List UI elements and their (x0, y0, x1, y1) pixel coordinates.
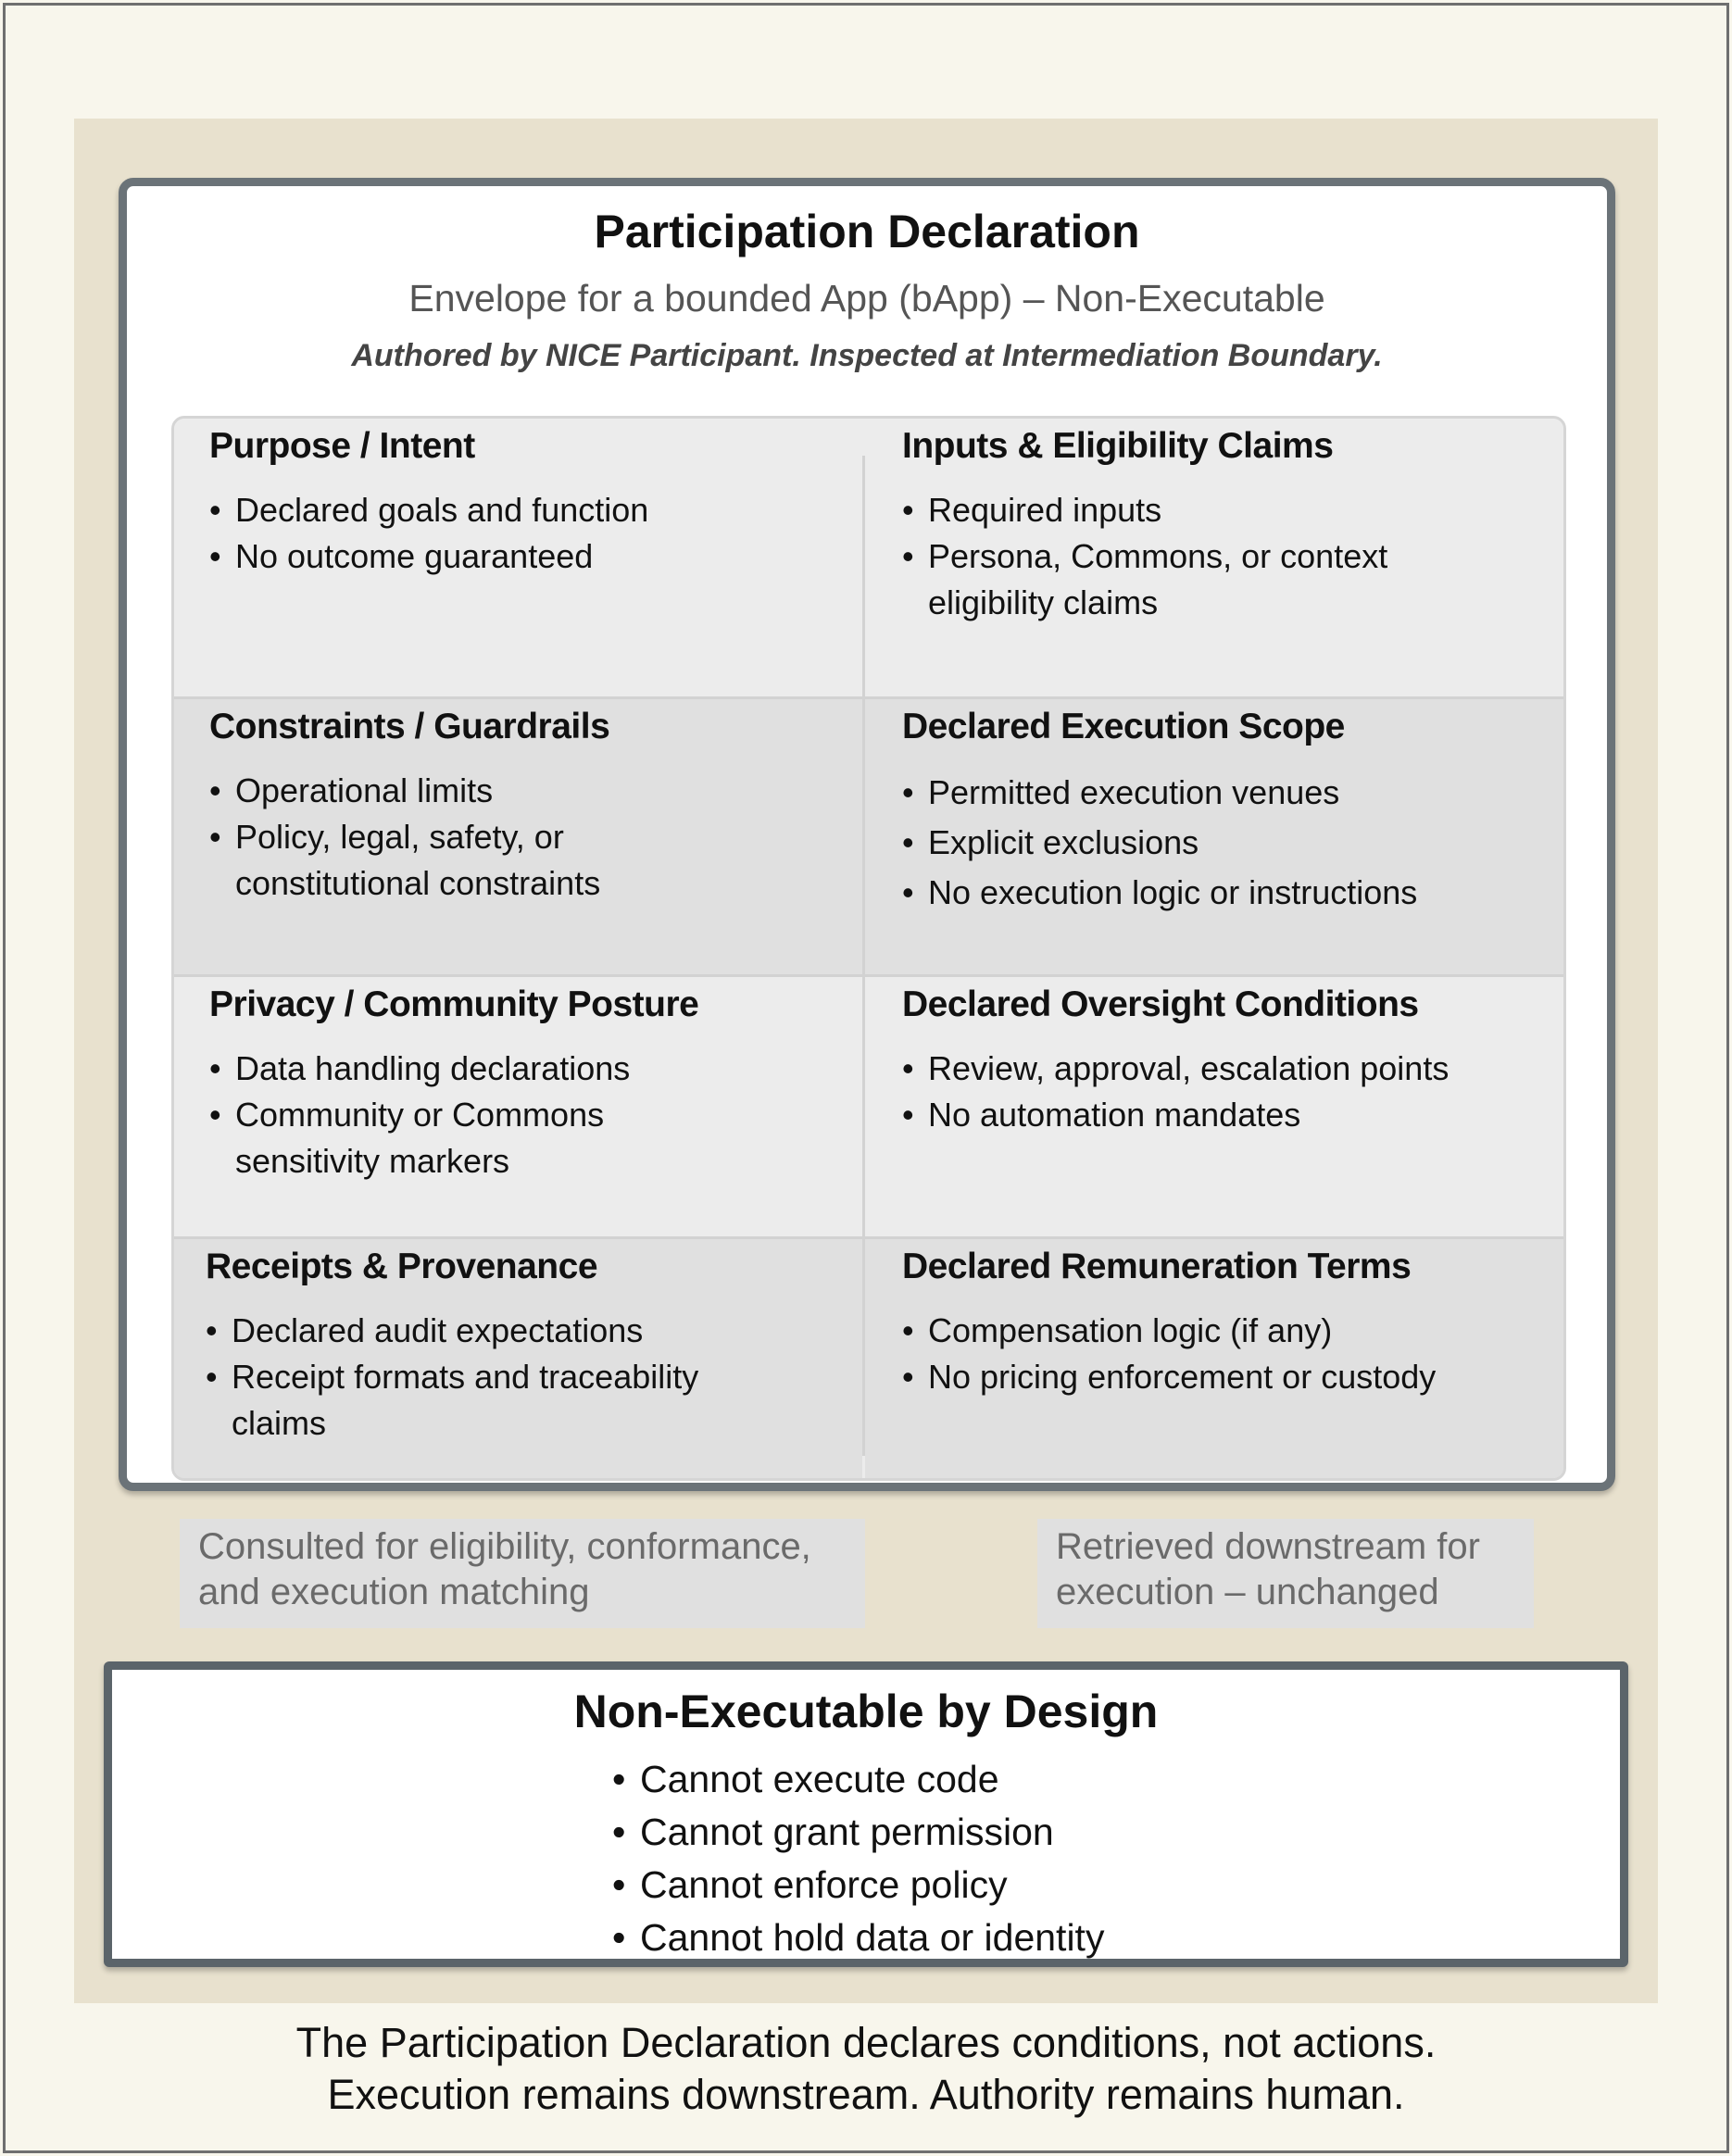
section-list (209, 768, 635, 907)
section-list (902, 1308, 1436, 1400)
section-purpose-intent (174, 419, 862, 696)
section-title: Receipts & Provenance (206, 1247, 598, 1286)
section-receipts-provenance (174, 1239, 862, 1481)
sections-grid (171, 416, 1566, 1481)
list-item: • Permitted execution venues (902, 768, 1417, 818)
non-executable-card (104, 1661, 1628, 1967)
section-title: Declared Execution Scope (902, 707, 1345, 746)
list-item: • Data handling declarations (209, 1046, 654, 1092)
list-item: • No pricing enforcement or custody (902, 1354, 1436, 1400)
list-item: • Required inputs (902, 487, 1421, 533)
list-item: • Review, approval, escalation points (902, 1046, 1449, 1092)
section-list (902, 1046, 1449, 1138)
non-executable-title: Non-Executable by Design (573, 1686, 1159, 1737)
section-title: Declared Remuneration Terms (902, 1247, 1412, 1286)
consulted-note: Consulted for eligibility, conformance, and execution matching (180, 1519, 865, 1628)
section-title: Inputs & Eligibility Claims (902, 426, 1334, 466)
section-list (902, 768, 1417, 918)
row-divider (174, 696, 1563, 699)
list-item: • No execution logic or instructions (902, 868, 1417, 918)
column-divider (862, 456, 865, 1456)
section-title: Declared Oversight Conditions (902, 984, 1419, 1024)
list-item: • Compensation logic (if any) (902, 1308, 1436, 1354)
list-item: • No outcome guaranteed (209, 533, 648, 580)
list-item: • Policy, legal, safety, or constitutional constraints (209, 814, 635, 907)
card-subtitle: Envelope for a bounded App (bApp) – Non-Executable (408, 277, 1325, 320)
section-title: Purpose / Intent (209, 426, 475, 466)
footer-line-2: Execution remains downstream. Authority remains human. (327, 2071, 1405, 2118)
section-title: Constraints / Guardrails (209, 707, 610, 746)
list-item: • Explicit exclusions (902, 818, 1417, 868)
list-item: • Declared audit expectations (206, 1308, 724, 1354)
section-execution-scope (865, 699, 1566, 974)
card-byline: Authored by NICE Participant. Inspected at Intermediation Boundary. (351, 338, 1383, 373)
list-item: • Cannot hold data or identity (612, 1912, 1104, 1964)
section-list (206, 1308, 724, 1447)
section-constraints-guardrails (174, 699, 862, 974)
section-oversight-conditions (865, 977, 1566, 1236)
section-title: Privacy / Community Posture (209, 984, 699, 1024)
list-item: • Community or Commons sensitivity markers (209, 1092, 654, 1185)
list-item: • Persona, Commons, or context eligibility claims (902, 533, 1421, 626)
section-remuneration-terms (865, 1239, 1566, 1481)
section-privacy-community (174, 977, 862, 1236)
list-item: • Operational limits (209, 768, 635, 814)
list-item: • Declared goals and function (209, 487, 648, 533)
list-item: • Receipt formats and traceability claims (206, 1354, 724, 1447)
row-divider (174, 974, 1563, 977)
card-title: Participation Declaration (594, 206, 1140, 257)
retrieved-note: Retrieved downstream for execution – unchanged (1037, 1519, 1534, 1628)
list-item: • Cannot enforce policy (612, 1859, 1104, 1912)
section-list (209, 487, 648, 580)
non-executable-list (612, 1753, 1104, 1964)
participation-declaration-card (119, 178, 1615, 1491)
section-list (902, 487, 1421, 626)
row-divider (174, 1236, 1563, 1239)
footer-statement (0, 2017, 1732, 2121)
list-item: • No automation mandates (902, 1092, 1449, 1138)
section-list (209, 1046, 654, 1185)
list-item: • Cannot grant permission (612, 1806, 1104, 1859)
section-inputs-eligibility (865, 419, 1566, 696)
footer-line-1: The Participation Declaration declares conditions, not actions. (295, 2019, 1437, 2066)
list-item: • Cannot execute code (612, 1753, 1104, 1806)
